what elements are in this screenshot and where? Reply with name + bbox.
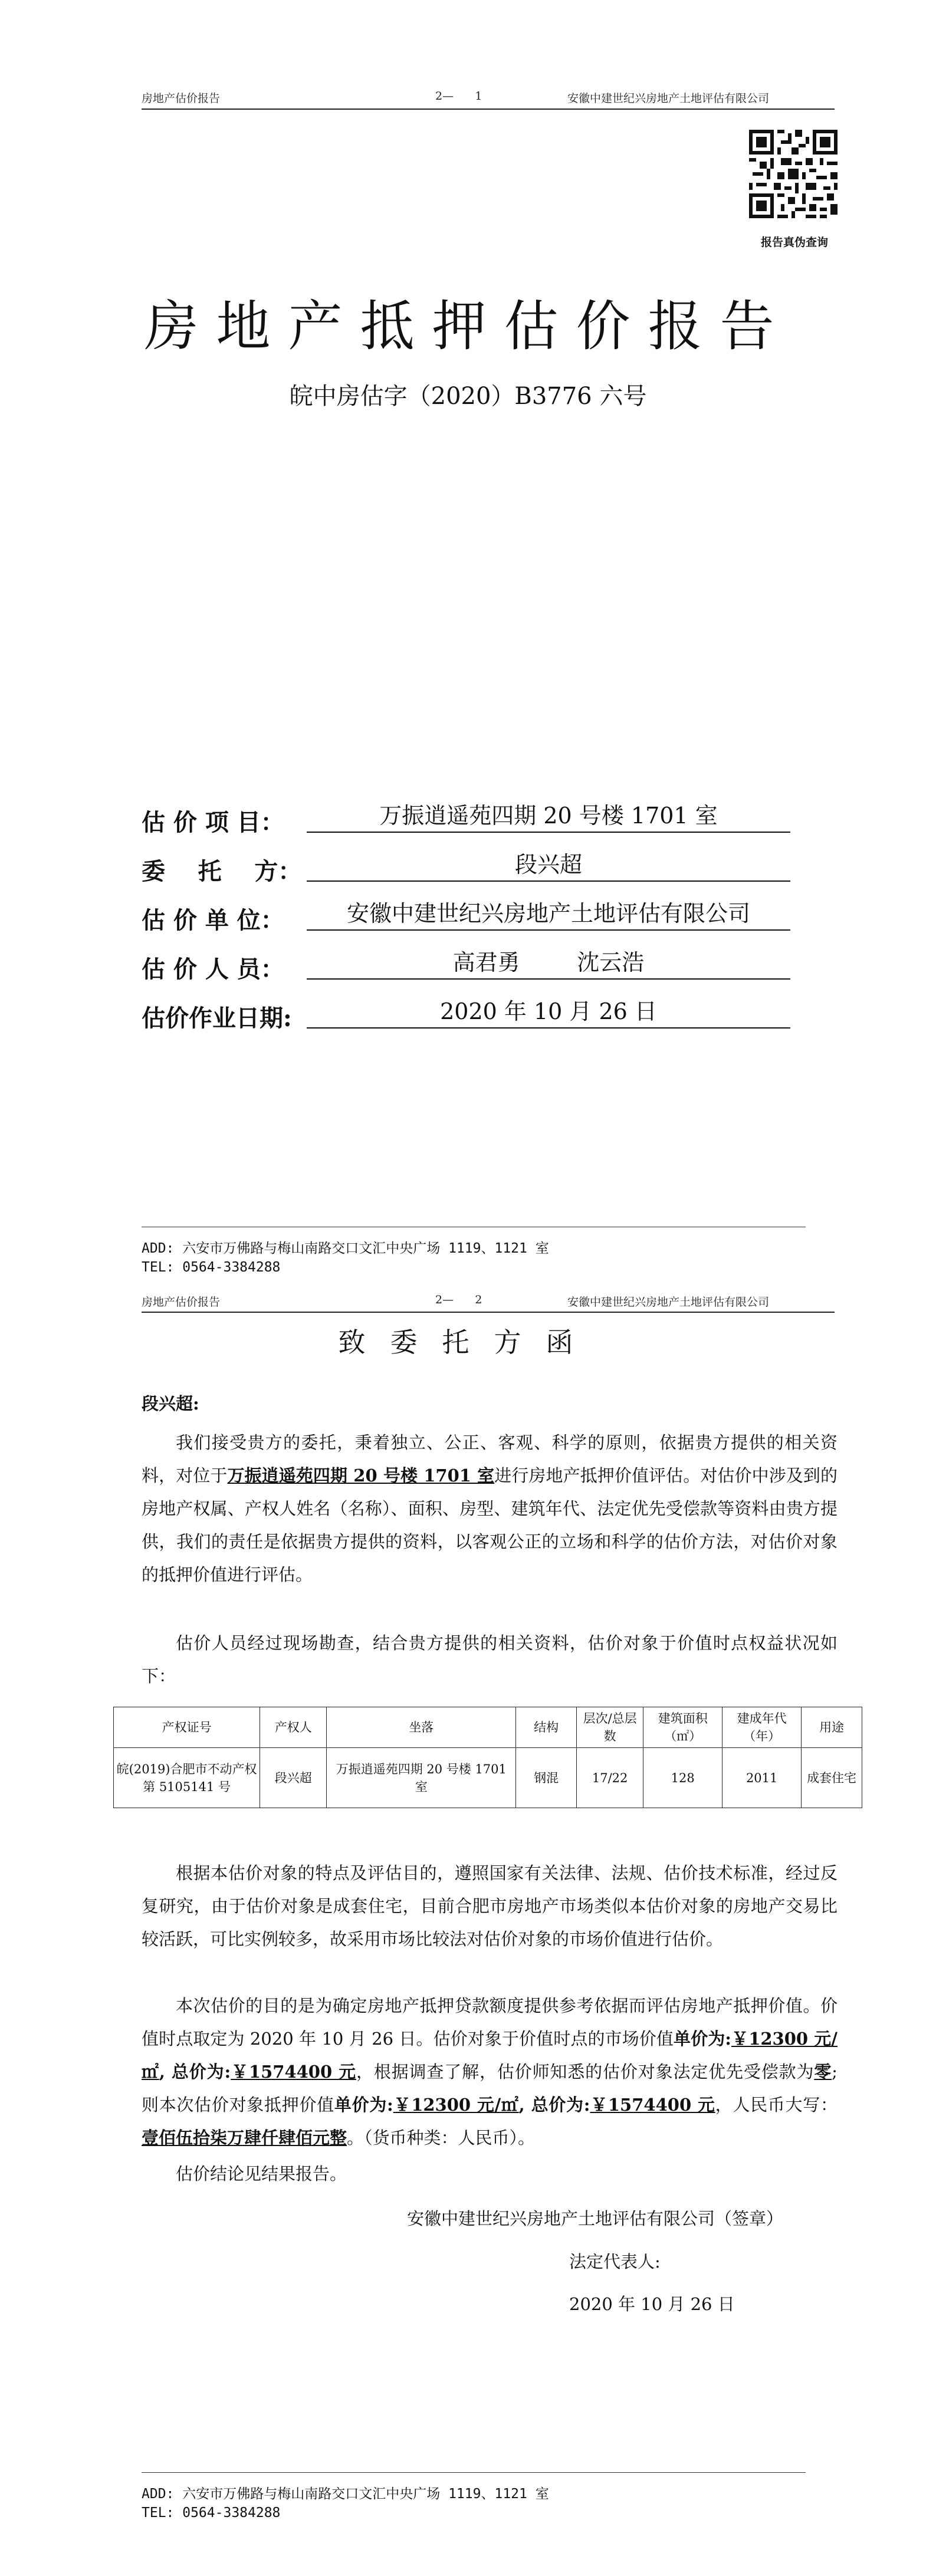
page2-header-page-no: 2— 2 bbox=[435, 1293, 482, 1306]
p4-text: 。（货币种类：人民币）。 bbox=[347, 2128, 536, 2148]
mortgage-unit-price: ￥12300 元/㎡ bbox=[393, 2095, 519, 2115]
paragraph-1-body: 进行房地产抵押价值评估。对估价中涉及到的房地产权属、产权人姓名（名称）、面积、房型、建筑年代、法定优先受偿款等资料由贵方提供，我们的责任是依据贵方提供的资料，以客观公正的立场和科学的估价方法，对估价对象的抵押价值进行评估。 bbox=[142, 1466, 838, 1585]
page2-footer-address: ADD: 六安市万佛路与梅山南路交口文汇中央广场 1119、1121 室 bbox=[142, 2486, 549, 2502]
table-cell-floor: 17/22 bbox=[577, 1748, 643, 1808]
page2-footer-rule bbox=[142, 2472, 806, 2473]
page1-header-page-no: 2— 1 bbox=[435, 90, 482, 103]
field-label-work-date: 估价作业日期: bbox=[142, 1004, 292, 1032]
report-title: 房地产抵押估价报告 bbox=[144, 295, 792, 358]
page1-header-right: 安徽中建世纪兴房地产土地评估有限公司 bbox=[567, 92, 770, 105]
field-label-appraisers: 估 价 人 员： bbox=[142, 955, 284, 983]
qr-caption: 报告真伪查询 bbox=[760, 236, 828, 249]
letter-paragraph-1 bbox=[142, 1426, 838, 1591]
property-address: 万振逍遥苑四期 20 号楼 1701 室 bbox=[227, 1466, 495, 1486]
total-price-in-words: 壹佰伍拾柒万肆仟肆佰元整 bbox=[142, 2128, 347, 2148]
table-header-cell: 结构 bbox=[516, 1707, 577, 1748]
table-row bbox=[114, 1748, 862, 1808]
table-cell-cert-no: 皖(2019)合肥市不动产权第 5105141 号 bbox=[114, 1748, 260, 1808]
p4-text: 本次估价的目的是为确定房地产抵押贷款额度提供参考依据而评估房地产抵押价值。价值时点取定为 2020 年 10 月 26 日。估价对象于价值时点的市场价值 bbox=[142, 1996, 838, 2049]
letter-paragraph-4 bbox=[142, 1989, 838, 2154]
table-cell-location: 万振逍遥苑四期 20 号楼 1701 室 bbox=[327, 1748, 516, 1808]
page2-header-left: 房地产估价报告 bbox=[142, 1296, 221, 1309]
page2-header-right: 安徽中建世纪兴房地产土地评估有限公司 bbox=[567, 1296, 770, 1309]
page1-footer-tel: TEL: 0564-3384288 bbox=[142, 1260, 281, 1275]
field-label-appraiser-org: 估 价 单 位： bbox=[142, 906, 284, 934]
table-header-cell: 产权证号 bbox=[114, 1707, 260, 1748]
field-value-work-date: 2020 年 10 月 26 日 bbox=[307, 998, 790, 1029]
letter-paragraph-5: 估价结论见结果报告。 bbox=[176, 2164, 347, 2184]
field-value-appraisers: 高君勇 沈云浩 bbox=[307, 949, 790, 980]
p4-label-total-price: , 总价为: bbox=[518, 2095, 590, 2115]
p4-label-unit-price: 单价为: bbox=[673, 2029, 731, 2049]
page2-footer-tel: TEL: 0564-3384288 bbox=[142, 2505, 281, 2521]
letter-paragraph-2: 估价人员经过现场勘查，结合贵方提供的相关资料，估价对象于价值时点权益状况如下： bbox=[142, 1633, 838, 1686]
p4-label-unit-price: 单价为: bbox=[334, 2095, 393, 2115]
qr-code-icon[interactable] bbox=[749, 130, 838, 218]
page1-footer-address: ADD: 六安市万佛路与梅山南路交口文汇中央广场 1119、1121 室 bbox=[142, 1241, 549, 1256]
field-value-project: 万振逍遥苑四期 20 号楼 1701 室 bbox=[307, 802, 790, 833]
letter-salutation: 段兴超: bbox=[142, 1394, 199, 1414]
market-unit-price: ￥12300 元/㎡ bbox=[142, 2029, 838, 2082]
p4-label-total-price: , 总价为: bbox=[159, 2062, 231, 2082]
field-value-client: 段兴超 bbox=[307, 851, 790, 882]
table-header-cell: 坐落 bbox=[327, 1707, 516, 1748]
p4-text: ; 则本次估价对象抵押价值 bbox=[142, 2062, 838, 2115]
signature-legal-rep: 法定代表人: bbox=[569, 2252, 661, 2272]
field-label-project: 估 价 项 目： bbox=[142, 809, 284, 836]
mortgage-total-price: ￥1574400 元 bbox=[590, 2095, 715, 2115]
table-header-row bbox=[114, 1707, 862, 1748]
signature-company: 安徽中建世纪兴房地产土地评估有限公司（签章） bbox=[407, 2209, 784, 2229]
report-number: 皖中房估字（2020）B3776 六号 bbox=[289, 383, 647, 410]
table-cell-owner: 段兴超 bbox=[260, 1748, 327, 1808]
signature-date: 2020 年 10 月 26 日 bbox=[569, 2294, 735, 2314]
p4-text: ，人民币大写： bbox=[715, 2095, 838, 2115]
market-total-price: ￥1574400 元 bbox=[231, 2062, 356, 2082]
table-header-cell: 产权人 bbox=[260, 1707, 327, 1748]
p4-text: ，根据调查了解，估价师知悉的估价对象法定优先受偿款为 bbox=[356, 2062, 815, 2082]
paragraph-1-intro: 我们接受贵方的委托，秉着独立、公正、客观、科学的原则，依据贵方提供的相关资料，对位于 bbox=[142, 1432, 838, 1486]
field-label-client: 委 托 方： bbox=[142, 857, 302, 885]
table-cell-area: 128 bbox=[643, 1748, 722, 1808]
table-header-cell: 建成年代（年） bbox=[722, 1707, 802, 1748]
table-header-cell: 层次/总层数 bbox=[577, 1707, 643, 1748]
letter-paragraph-3: 根据本估价对象的特点及评估目的，遵照国家有关法律、法规、估价技术标准，经过反复研究，由于估价对象是成套住宅，目前合肥市房地产市场类似本估价对象的房地产交易比较活跃，可比实例较多，故采用市场比较法对估价对象的市场价值进行估价。 bbox=[142, 1863, 838, 1949]
property-rights-table bbox=[113, 1707, 862, 1808]
priority-payment-value: 零 bbox=[814, 2062, 832, 2082]
page1-header-rule bbox=[142, 109, 835, 110]
page1-header-left: 房地产估价报告 bbox=[142, 92, 221, 105]
table-cell-year: 2011 bbox=[722, 1748, 802, 1808]
table-header-cell: 用途 bbox=[802, 1707, 862, 1748]
table-header-cell: 建筑面积（㎡） bbox=[643, 1707, 722, 1748]
table-cell-use: 成套住宅 bbox=[802, 1748, 862, 1808]
letter-title: 致委托方函 bbox=[338, 1326, 598, 1358]
field-value-appraiser-org: 安徽中建世纪兴房地产土地评估有限公司 bbox=[307, 900, 790, 931]
page2-header-rule bbox=[142, 1312, 835, 1313]
table-cell-structure: 钢混 bbox=[516, 1748, 577, 1808]
